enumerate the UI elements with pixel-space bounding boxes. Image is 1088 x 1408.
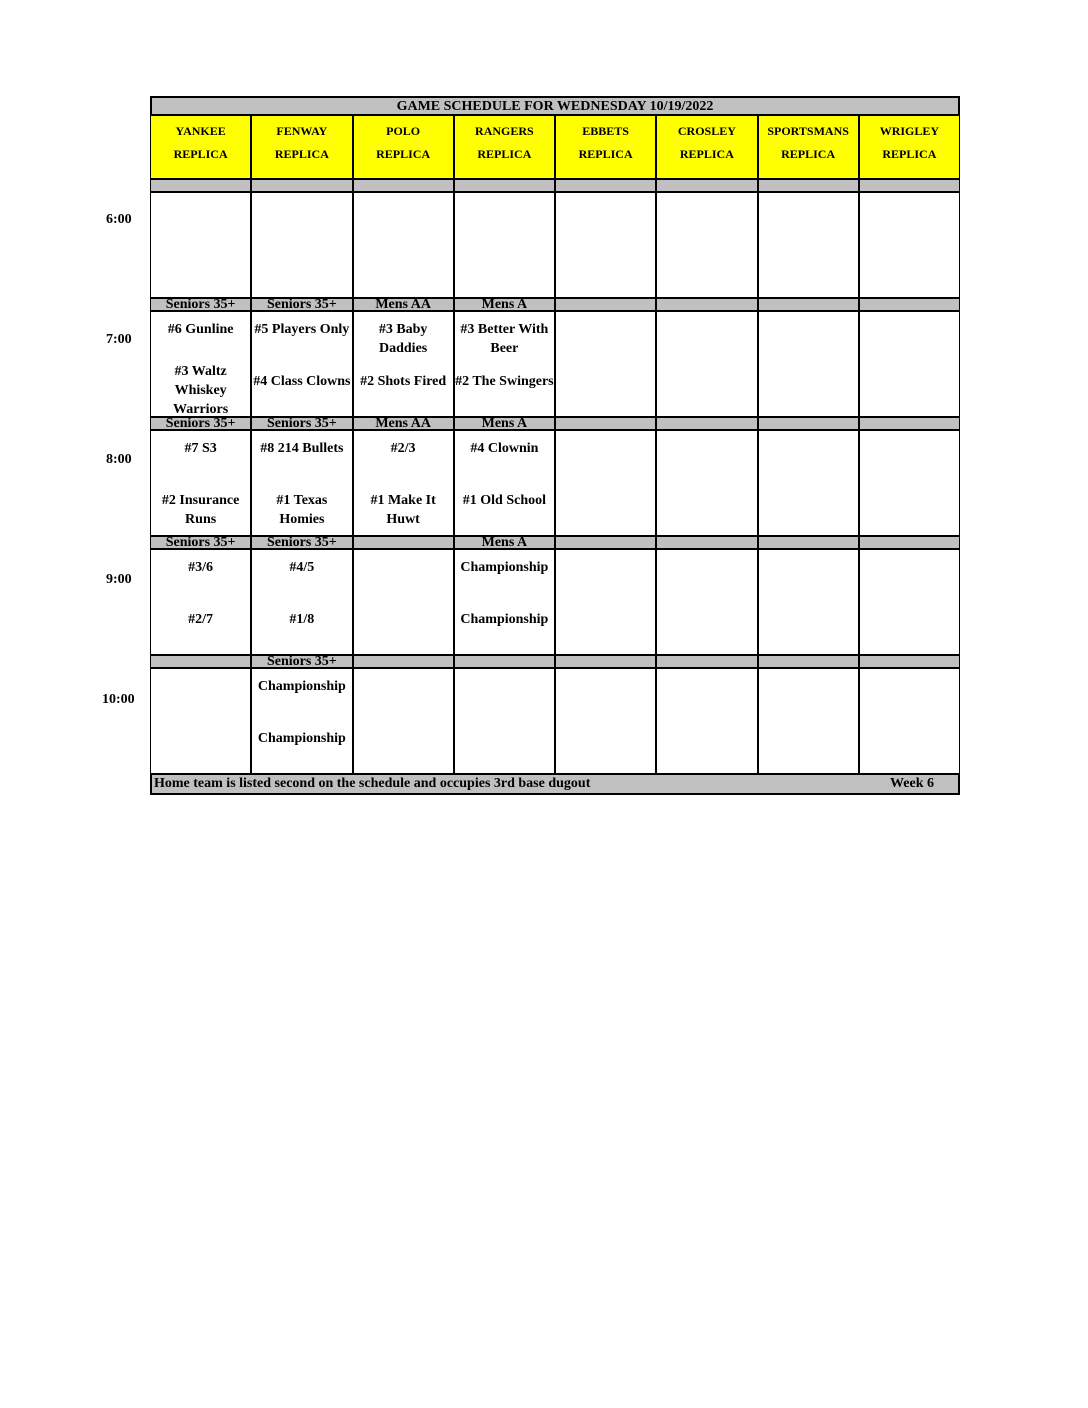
visiting-team: Championship bbox=[460, 560, 549, 575]
division-label: Mens AA bbox=[353, 297, 454, 312]
division-label: Mens AA bbox=[353, 416, 454, 431]
game-cell bbox=[251, 431, 352, 535]
home-team: #4 Class Clowns bbox=[253, 374, 351, 389]
field-header-wrigley bbox=[859, 116, 960, 178]
division-label bbox=[555, 535, 656, 550]
game-cell bbox=[353, 431, 454, 535]
field-name: EBBETS bbox=[582, 124, 629, 138]
schedule-footer bbox=[150, 773, 960, 795]
division-label bbox=[859, 178, 960, 193]
home-team: #2 Shots Fired bbox=[360, 374, 447, 389]
division-label: Seniors 35+ bbox=[251, 297, 352, 312]
division-label bbox=[555, 654, 656, 669]
game-cell bbox=[656, 431, 757, 535]
game-cell bbox=[555, 193, 656, 297]
division-label: Mens A bbox=[454, 535, 555, 550]
division-label: Mens A bbox=[454, 297, 555, 312]
visiting-team: Championship bbox=[257, 679, 346, 694]
visiting-team: #4 Clownin bbox=[470, 441, 539, 456]
division-label bbox=[353, 535, 454, 550]
game-cell bbox=[454, 431, 555, 535]
game-cell bbox=[150, 431, 251, 535]
home-team: #1 Texas Homies bbox=[276, 493, 328, 527]
game-cell bbox=[656, 193, 757, 297]
field-subtitle: REPLICA bbox=[882, 147, 937, 161]
home-team: #1 Make It Huwt bbox=[370, 493, 436, 527]
game-cell bbox=[251, 550, 352, 654]
field-header-fenway bbox=[251, 116, 352, 178]
division-label bbox=[656, 416, 757, 431]
division-label bbox=[150, 654, 251, 669]
visiting-team: #7 S3 bbox=[184, 441, 217, 456]
game-cell bbox=[758, 193, 859, 297]
home-team: #2 Insurance Runs bbox=[161, 493, 240, 527]
schedule-title: GAME SCHEDULE FOR WEDNESDAY 10/19/2022 bbox=[150, 96, 960, 116]
game-cell bbox=[555, 550, 656, 654]
visiting-team: #2/3 bbox=[390, 441, 416, 456]
game-cell bbox=[758, 669, 859, 773]
game-cell bbox=[859, 550, 960, 654]
division-label bbox=[656, 297, 757, 312]
division-label bbox=[758, 416, 859, 431]
field-header-row bbox=[150, 116, 960, 178]
division-row bbox=[150, 297, 960, 312]
division-row bbox=[150, 654, 960, 669]
game-cell bbox=[758, 550, 859, 654]
division-row bbox=[150, 178, 960, 193]
game-cell bbox=[454, 193, 555, 297]
division-label bbox=[555, 178, 656, 193]
division-label: Seniors 35+ bbox=[150, 416, 251, 431]
game-cell bbox=[251, 193, 352, 297]
home-team: #1/8 bbox=[289, 612, 315, 627]
game-cell bbox=[859, 312, 960, 416]
time-slot-row bbox=[150, 312, 960, 416]
game-cell bbox=[555, 431, 656, 535]
game-cell bbox=[150, 193, 251, 297]
visiting-team: #3 Better With Beer bbox=[460, 322, 549, 356]
field-header-polo bbox=[353, 116, 454, 178]
division-label bbox=[251, 178, 352, 193]
division-label bbox=[555, 416, 656, 431]
game-cell bbox=[859, 193, 960, 297]
game-cell bbox=[656, 550, 757, 654]
visiting-team: #5 Players Only bbox=[254, 322, 350, 337]
home-team: #3 Waltz Whiskey Warriors bbox=[173, 364, 229, 417]
game-cell bbox=[353, 312, 454, 416]
field-name: YANKEE bbox=[175, 124, 226, 138]
visiting-team: #4/5 bbox=[289, 560, 315, 575]
game-cell bbox=[454, 669, 555, 773]
field-header-sportsmans bbox=[758, 116, 859, 178]
time-label: 9:00 bbox=[106, 572, 132, 587]
home-team: #1 Old School bbox=[462, 493, 546, 508]
time-label: 6:00 bbox=[106, 212, 132, 227]
division-label bbox=[454, 654, 555, 669]
division-label bbox=[656, 654, 757, 669]
division-label bbox=[656, 178, 757, 193]
division-label: Mens A bbox=[454, 416, 555, 431]
time-slot-row bbox=[150, 669, 960, 773]
time-slot-row bbox=[150, 431, 960, 535]
game-cell bbox=[454, 312, 555, 416]
division-label: Seniors 35+ bbox=[251, 535, 352, 550]
visiting-team: #3/6 bbox=[188, 560, 214, 575]
field-name: POLO bbox=[386, 124, 421, 138]
division-label bbox=[859, 535, 960, 550]
home-team: Championship bbox=[257, 731, 346, 746]
home-team: #2/7 bbox=[188, 612, 214, 627]
division-label bbox=[859, 297, 960, 312]
division-label bbox=[859, 654, 960, 669]
game-cell bbox=[859, 669, 960, 773]
division-label bbox=[454, 178, 555, 193]
division-label bbox=[758, 178, 859, 193]
game-cell bbox=[150, 669, 251, 773]
field-subtitle: REPLICA bbox=[376, 147, 431, 161]
field-subtitle: REPLICA bbox=[679, 147, 734, 161]
division-row bbox=[150, 535, 960, 550]
home-team-note: Home team is listed second on the schedule and occupies 3rd base dugout bbox=[154, 776, 591, 791]
time-slot-row bbox=[150, 193, 960, 297]
division-label bbox=[353, 178, 454, 193]
field-header-yankee bbox=[150, 116, 251, 178]
time-label: 7:00 bbox=[106, 332, 132, 347]
time-label: 10:00 bbox=[102, 692, 135, 707]
game-cell bbox=[150, 550, 251, 654]
visiting-team: #3 Baby Daddies bbox=[378, 322, 428, 356]
field-name: FENWAY bbox=[276, 124, 328, 138]
field-subtitle: REPLICA bbox=[781, 147, 836, 161]
game-cell bbox=[758, 431, 859, 535]
division-label bbox=[758, 535, 859, 550]
division-label bbox=[859, 416, 960, 431]
game-cell bbox=[555, 312, 656, 416]
division-label: Seniors 35+ bbox=[150, 297, 251, 312]
time-label: 8:00 bbox=[106, 452, 132, 467]
division-label bbox=[758, 654, 859, 669]
game-cell bbox=[353, 193, 454, 297]
game-cell bbox=[656, 312, 757, 416]
division-label: Seniors 35+ bbox=[251, 416, 352, 431]
field-name: CROSLEY bbox=[677, 124, 736, 138]
game-cell bbox=[150, 312, 251, 416]
division-label bbox=[353, 654, 454, 669]
home-team: Championship bbox=[460, 612, 549, 627]
game-cell bbox=[758, 312, 859, 416]
division-label bbox=[656, 535, 757, 550]
visiting-team: #6 Gunline bbox=[167, 322, 234, 337]
game-cell bbox=[353, 669, 454, 773]
division-label bbox=[758, 297, 859, 312]
field-subtitle: REPLICA bbox=[274, 147, 329, 161]
game-cell bbox=[454, 550, 555, 654]
game-cell bbox=[353, 550, 454, 654]
division-label bbox=[555, 297, 656, 312]
field-header-rangers bbox=[454, 116, 555, 178]
field-name: RANGERS bbox=[475, 124, 534, 138]
game-cell bbox=[656, 669, 757, 773]
game-cell bbox=[859, 431, 960, 535]
game-cell bbox=[555, 669, 656, 773]
division-label: Seniors 35+ bbox=[150, 535, 251, 550]
time-slot-row bbox=[150, 550, 960, 654]
field-name: WRIGLEY bbox=[879, 124, 940, 138]
division-label: Seniors 35+ bbox=[251, 654, 352, 669]
schedule-table bbox=[150, 96, 960, 795]
week-label: Week 6 bbox=[890, 776, 934, 791]
division-label bbox=[150, 178, 251, 193]
division-row bbox=[150, 416, 960, 431]
field-header-crosley bbox=[656, 116, 757, 178]
field-subtitle: REPLICA bbox=[173, 147, 228, 161]
home-team: #2 The Swingers bbox=[455, 374, 554, 389]
field-subtitle: REPLICA bbox=[477, 147, 532, 161]
game-cell bbox=[251, 669, 352, 773]
visiting-team: #8 214 Bullets bbox=[260, 441, 344, 456]
field-subtitle: REPLICA bbox=[578, 147, 633, 161]
game-cell bbox=[251, 312, 352, 416]
field-name: SPORTSMANS bbox=[767, 124, 849, 138]
field-header-ebbets bbox=[555, 116, 656, 178]
